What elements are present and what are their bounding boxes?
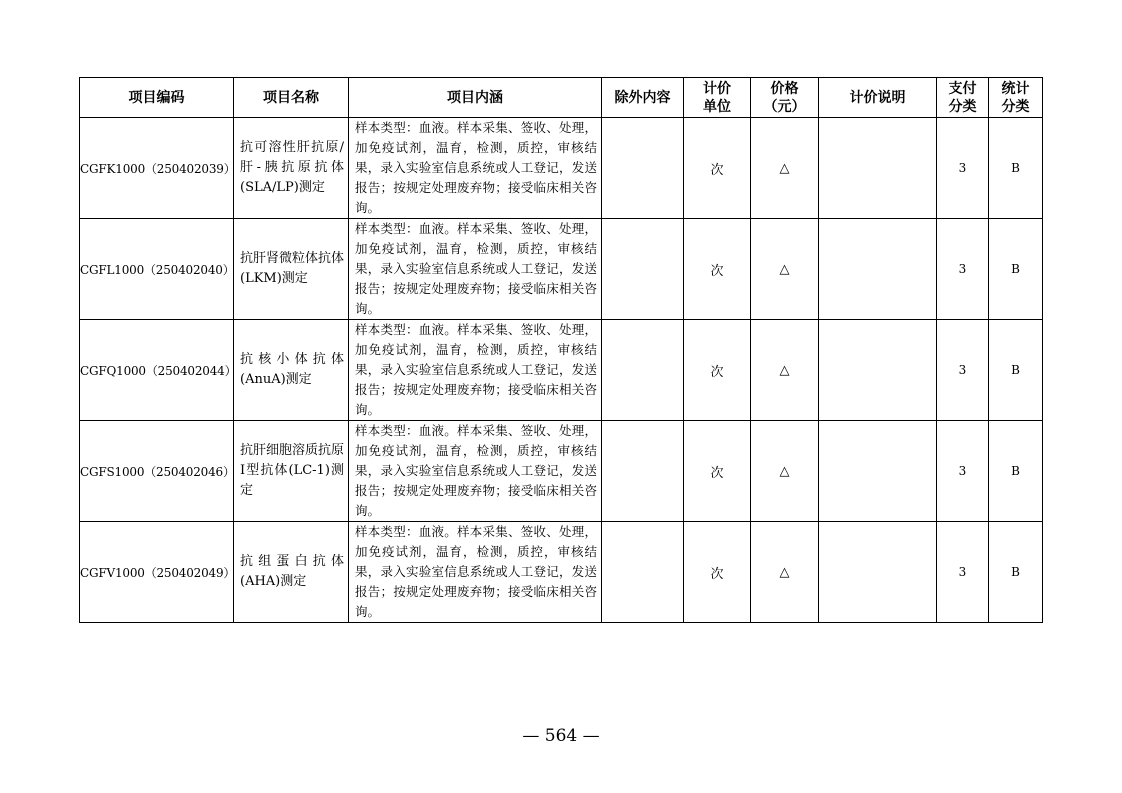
- cell-name: 抗组蛋白抗体(AHA)测定: [234, 522, 349, 623]
- cell-price: △: [751, 421, 819, 522]
- cell-payment-class: 3: [937, 118, 989, 219]
- header-connotation: 项目内涵: [349, 78, 602, 118]
- cell-pricing-note: [819, 522, 937, 623]
- cell-connotation: 样本类型：血液。样本采集、签收、处理，加免疫试剂，温育，检测，质控，审核结果，录入实验室信息系统或人工登记，发送报告；按规定处理废弃物；接受临床相关咨询。: [349, 118, 602, 219]
- header-stat-line1: 统计: [1001, 80, 1030, 97]
- table-row: [80, 219, 1043, 320]
- cell-code: CGFL1000（250402040）: [80, 219, 234, 320]
- cell-price: △: [751, 320, 819, 421]
- header-pricing-note: 计价说明: [819, 78, 937, 118]
- cell-stat-class: B: [989, 118, 1043, 219]
- header-name: 项目名称: [234, 78, 349, 118]
- cell-exclusion: [602, 320, 684, 421]
- header-payment-class: [937, 78, 989, 118]
- table-row: [80, 118, 1043, 219]
- page-number: — 564 —: [522, 726, 600, 746]
- cell-name: 抗肝细胞溶质抗原Ⅰ型抗体(LC-1)测定: [234, 421, 349, 522]
- cell-payment-class: 3: [937, 219, 989, 320]
- cell-connotation: 样本类型：血液。样本采集、签收、处理，加免疫试剂，温育，检测，质控，审核结果，录入实验室信息系统或人工登记，发送报告；按规定处理废弃物；接受临床相关咨询。: [349, 320, 602, 421]
- cell-name: 抗可溶性肝抗原/肝-胰抗原抗体(SLA/LP)测定: [234, 118, 349, 219]
- cell-pricing-note: [819, 219, 937, 320]
- cell-price: △: [751, 118, 819, 219]
- cell-stat-class: B: [989, 421, 1043, 522]
- header-price-line1: 价格: [770, 80, 799, 97]
- cell-pricing-note: [819, 421, 937, 522]
- cell-exclusion: [602, 219, 684, 320]
- cell-unit: 次: [684, 320, 751, 421]
- cell-exclusion: [602, 421, 684, 522]
- cell-pricing-note: [819, 118, 937, 219]
- cell-unit: 次: [684, 118, 751, 219]
- cell-payment-class: 3: [937, 421, 989, 522]
- cell-price: △: [751, 522, 819, 623]
- cell-connotation: 样本类型：血液。样本采集、签收、处理，加免疫试剂，温育，检测，质控，审核结果，录入实验室信息系统或人工登记，发送报告；按规定处理废弃物；接受临床相关咨询。: [349, 522, 602, 623]
- cell-unit: 次: [684, 522, 751, 623]
- header-payment-line1: 支付: [948, 80, 977, 97]
- header-unit-line1: 计价: [703, 80, 731, 97]
- header-exclusion: 除外内容: [602, 78, 684, 118]
- cell-unit: 次: [684, 219, 751, 320]
- cell-payment-class: 3: [937, 320, 989, 421]
- header-stat-class: [989, 78, 1043, 118]
- table-row: [80, 522, 1043, 623]
- cell-code: CGFQ1000（250402044）: [80, 320, 234, 421]
- header-unit-line2: 单位: [703, 98, 731, 115]
- cell-pricing-note: [819, 320, 937, 421]
- cell-connotation: 样本类型：血液。样本采集、签收、处理，加免疫试剂，温育，检测，质控，审核结果，录入实验室信息系统或人工登记，发送报告；按规定处理废弃物；接受临床相关咨询。: [349, 421, 602, 522]
- cell-code: CGFV1000（250402049）: [80, 522, 234, 623]
- header-unit: [684, 78, 751, 118]
- table-row: [80, 421, 1043, 522]
- header-stat-line2: 分类: [1001, 98, 1030, 115]
- header-price: [751, 78, 819, 118]
- cell-exclusion: [602, 522, 684, 623]
- cell-stat-class: B: [989, 320, 1043, 421]
- cell-code: CGFS1000（250402046）: [80, 421, 234, 522]
- cell-exclusion: [602, 118, 684, 219]
- cell-connotation: 样本类型：血液。样本采集、签收、处理，加免疫试剂，温育，检测，质控，审核结果，录入实验室信息系统或人工登记，发送报告；按规定处理废弃物；接受临床相关咨询。: [349, 219, 602, 320]
- cell-price: △: [751, 219, 819, 320]
- cell-stat-class: B: [989, 522, 1043, 623]
- table-row: [80, 320, 1043, 421]
- price-table: [79, 77, 1043, 623]
- cell-unit: 次: [684, 421, 751, 522]
- cell-code: CGFK1000（250402039）: [80, 118, 234, 219]
- cell-payment-class: 3: [937, 522, 989, 623]
- cell-name: 抗核小体抗体(AnuA)测定: [234, 320, 349, 421]
- cell-stat-class: B: [989, 219, 1043, 320]
- header-code: 项目编码: [80, 78, 234, 118]
- cell-name: 抗肝肾微粒体抗体(LKM)测定: [234, 219, 349, 320]
- header-price-line2: （元）: [763, 98, 806, 115]
- header-row: [80, 78, 1043, 118]
- header-payment-line2: 分类: [948, 98, 977, 115]
